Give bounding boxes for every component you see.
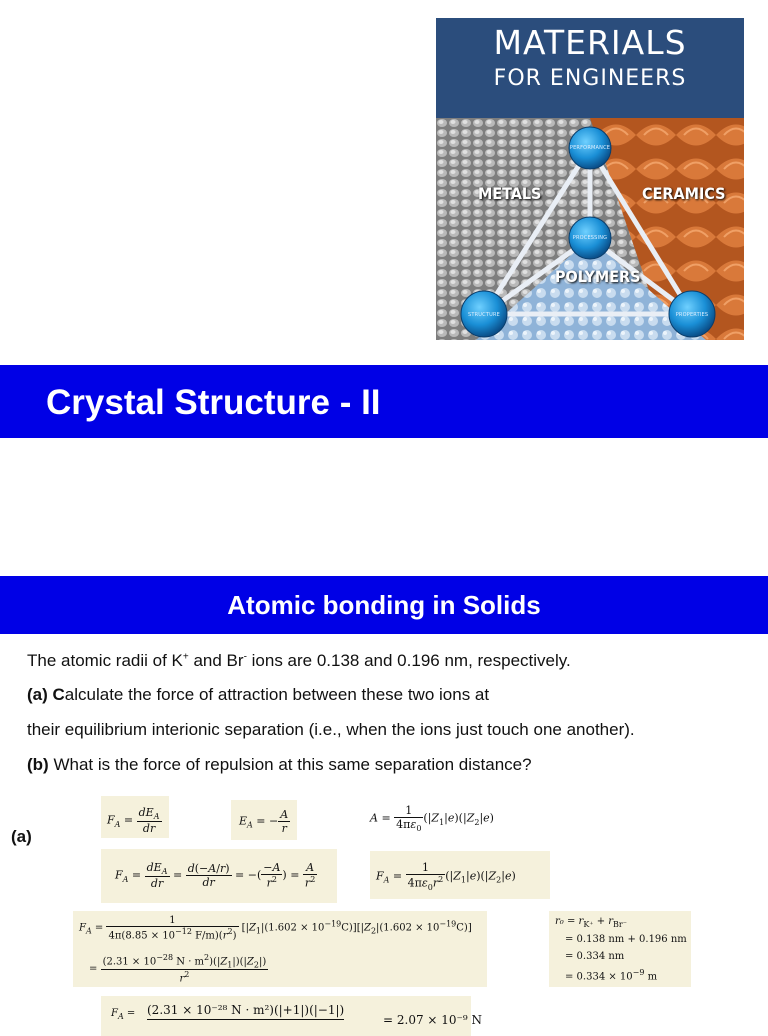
equation-numeric-force: $F_A$ = $\frac{1}{4\pi(8.85 \times 10^{-12} F/m)(r^2)}$ $[|Z_1|(1.602 \times 10^{-19}C)][|Z_2|(1.602 \times 10^{-19}C)]$ = $\frac{(2.31 \times 10^{-28} N \cdot m^2)(|Z_1|)(|Z_2|)}{r^2}$ bbox=[73, 911, 487, 987]
cover-node-structure: STRUCTURE bbox=[467, 312, 500, 318]
equation-force-expanded: $F_A$ = $\frac{dE_A}{dr}$ = $\frac{d(-A/r)}{dr}$ = −( $\frac{-A}{r^2}$ ) = $\frac{A}{r^2}$ bbox=[101, 849, 337, 903]
section-title: Atomic bonding in Solids bbox=[227, 590, 541, 620]
problem-line-1 bbox=[27, 652, 571, 669]
charge-minus: - bbox=[243, 651, 247, 663]
r0-text: m bbox=[644, 971, 658, 983]
cover-artwork bbox=[436, 118, 744, 340]
equation-final-result: $F_A$ = (2.31 × 10⁻²⁸ N · m²)(|+1|)(|−1|) = 2.07 × 10⁻⁹ N bbox=[101, 996, 471, 1036]
solution-part-label: (a) bbox=[11, 827, 32, 846]
problem-line-3 bbox=[27, 721, 635, 738]
slide-title: Crystal Structure - II bbox=[46, 383, 381, 422]
final-numerator: (2.31 × 10⁻²⁸ N · m²)(|+1|)(|−1|) bbox=[147, 1003, 344, 1020]
cover-node-processing: PROCESSING bbox=[572, 235, 608, 241]
slide-title-band bbox=[0, 365, 768, 438]
problem-text: alculate the force of attraction between these two ions at bbox=[64, 685, 490, 704]
part-b-label: (b) bbox=[27, 755, 49, 774]
r0-text: + r bbox=[593, 916, 614, 927]
r0-exponent: −9 bbox=[632, 968, 645, 977]
problem-text: and Br bbox=[188, 651, 244, 670]
cover-node-performance: PERFORMANCE bbox=[569, 145, 611, 151]
r0-sub: K⁺ bbox=[583, 920, 594, 929]
cover-node-properties: PROPERTIES bbox=[675, 312, 709, 318]
r0-text: r₀ = r bbox=[555, 916, 584, 927]
equation-coulomb-force: $F_A$ = $\frac{1}{4\pi\varepsilon_0r^2}$ $(|Z_1|e)(|Z_2|e)$ bbox=[370, 851, 550, 899]
problem-line-4 bbox=[27, 756, 532, 773]
cover-label-polymers: POLYMERS bbox=[555, 267, 641, 286]
problem-text: The atomic radii of K bbox=[27, 651, 183, 670]
r0-sub: Br⁻ bbox=[613, 920, 627, 929]
r0-text: = 0.334 × 10 bbox=[565, 971, 633, 983]
cover-label-ceramics: CERAMICS bbox=[642, 184, 726, 203]
equation-force-derivative: $F_A$ = $\frac{dE_A}{dr}$ bbox=[101, 796, 169, 838]
r0-line-2: = 0.138 nm + 0.196 nm bbox=[565, 934, 687, 945]
part-a-label: (a) C bbox=[27, 685, 65, 704]
equation-equilibrium-separation bbox=[549, 911, 691, 987]
r0-line-3: = 0.334 nm bbox=[565, 951, 625, 962]
problem-line-2 bbox=[27, 686, 489, 703]
final-result: = 2.07 × 10⁻⁹ N bbox=[383, 1013, 482, 1027]
cover-title: MATERIALS bbox=[493, 23, 687, 62]
problem-text: their equilibrium interionic separation (i.e., when the ions just touch one another). bbox=[27, 720, 635, 739]
section-title-band bbox=[0, 576, 768, 634]
book-cover bbox=[436, 18, 744, 340]
equation-energy: $E_A$ = − $\frac{A}{r}$ bbox=[231, 800, 297, 840]
cover-label-metals: METALS bbox=[478, 184, 542, 203]
problem-text: What is the force of repulsion at this same separation distance? bbox=[48, 755, 532, 774]
charge-plus: + bbox=[182, 651, 189, 663]
cover-subtitle: FOR ENGINEERS bbox=[493, 66, 687, 91]
problem-text: ions are 0.138 and 0.196 nm, respectively. bbox=[246, 651, 571, 670]
